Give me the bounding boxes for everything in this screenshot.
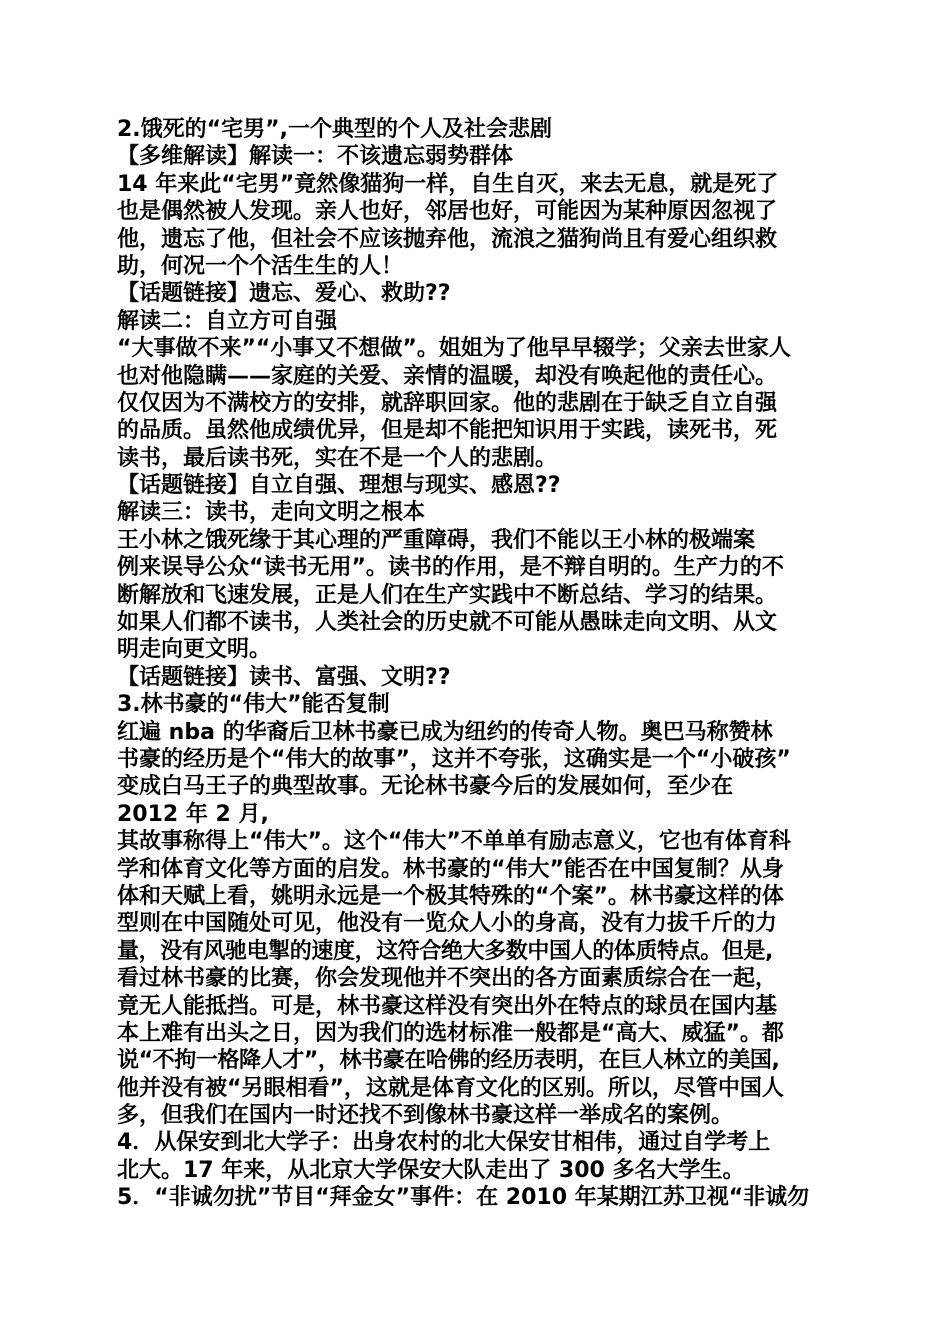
document-body: [117, 116, 847, 1212]
text-line: 【话题链接】遗忘、爱心、救助??: [117, 281, 451, 307]
text-line: 的品质。虽然他成绩优异，但是却不能把知识用于实践，读死书，死: [117, 418, 778, 444]
text-line: 看过林书豪的比赛，你会发现他并不突出的各方面素质综合在一起，: [117, 966, 778, 992]
text-line: 如果人们都不读书，人类社会的历史就不可能从愚昧走向文明、从文: [117, 610, 778, 636]
text-line: 助，何况一个个活生生的人！: [117, 253, 404, 279]
text-line: 【话题链接】自立自强、理想与现实、感恩??: [117, 473, 561, 499]
text-line: 断解放和飞速发展，正是人们在生产实践中不断总结、学习的结果。: [117, 582, 778, 608]
text-line: 学和体育文化等方面的启发。林书豪的“伟大”能否在中国复制？从身: [117, 856, 784, 882]
text-line: 例来误导公众“读书无用”。读书的作用，是不辩自明的。生产力的不: [117, 555, 784, 581]
text-line: 本上难有出头之日，因为我们的选材标准一般都是“高大、威猛”。都: [117, 1020, 784, 1046]
text-line: 4．从保安到北大学子：出身农村的北大保安甘相伟，通过自学考上: [117, 1130, 771, 1156]
text-line: 【多维解读】解读一：不该遗忘弱势群体: [117, 144, 514, 170]
text-line: 解读三：读书，走向文明之根本: [117, 500, 426, 526]
text-line: 2.饿死的“宅男”,一个典型的个人及社会悲剧: [117, 117, 552, 142]
text-line: 书豪的经历是个“伟大的故事”，这并不夸张，这确实是一个“小破孩”: [117, 746, 791, 772]
text-line: 也是偶然被人发现。亲人也好，邻居也好，可能因为某种原因忽视了: [117, 199, 778, 225]
text-line: 仅仅因为不满校方的安排，就辞职回家。他的悲剧在于缺乏自立自强: [117, 390, 778, 416]
text-line: 其故事称得上“伟大”。这个“伟大”不单单有励志意义，它也有体育科: [117, 829, 791, 855]
text-line: 红遍 nba 的华裔后卫林书豪已成为纽约的传奇人物。奥巴马称赞林: [117, 719, 773, 745]
text-line: 14 年来此“宅男”竟然像猫狗一样，自生自灭，来去无息，就是死了: [117, 171, 779, 197]
text-line: 明走向更文明。: [117, 637, 272, 663]
text-line: 5．“非诚勿扰”节目“拜金女”事件：在 2010 年某期江苏卫视“非诚勿: [117, 1185, 810, 1211]
text-line: 也对他隐瞒——家庭的关爱、亲情的温暖，却没有唤起他的责任心。: [117, 363, 778, 389]
text-line: 型则在中国随处可见，他没有一览众人小的身高，没有力拔千斤的力: [117, 911, 778, 937]
text-line: 多，但我们在国内一时还找不到像林书豪这样一举成名的案例。: [117, 1103, 734, 1129]
text-line: 竟无人能抵挡。可是，林书豪这样没有突出外在特点的球员在国内基: [117, 993, 778, 1019]
text-line: 说“不拘一格降人才”，林书豪在哈佛的经历表明，在巨人林立的美国,: [117, 1048, 780, 1074]
text-line: 2012 年 2 月,: [117, 801, 269, 827]
text-line: 王小林之饿死缘于其心理的严重障碍，我们不能以王小林的极端案: [117, 527, 756, 553]
text-line: 体和天赋上看，姚明永远是一个极其特殊的“个案”。林书豪这样的体: [117, 883, 784, 909]
text-line: 【话题链接】读书、富强、文明??: [117, 664, 451, 690]
text-line: 读书，最后读书死，实在不是一个人的悲剧。: [117, 445, 558, 471]
text-line: 北大。17 年来，从北京大学保安大队走出了 300 多名大学生。: [117, 1157, 745, 1183]
text-line: 变成白马王子的典型故事。无论林书豪今后的发展如何，至少在: [117, 774, 734, 800]
text-line: 他并没有被“另眼相看”，这就是体育文化的区别。所以，尽管中国人: [117, 1075, 784, 1101]
text-line: “大事做不来”“小事又不想做”。姐姐为了他早早辍学；父亲去世家人: [117, 336, 791, 362]
text-line: 他，遗忘了他，但社会不应该抛弃他，流浪之猫狗尚且有爱心组织救: [117, 226, 778, 252]
text-line: 解读二：自立方可自强: [117, 308, 338, 334]
text-line: 量，没有风驰电掣的速度，这符合绝大多数中国人的体质特点。但是,: [117, 938, 773, 964]
text-line: 3.林书豪的“伟大”能否复制: [117, 692, 390, 718]
